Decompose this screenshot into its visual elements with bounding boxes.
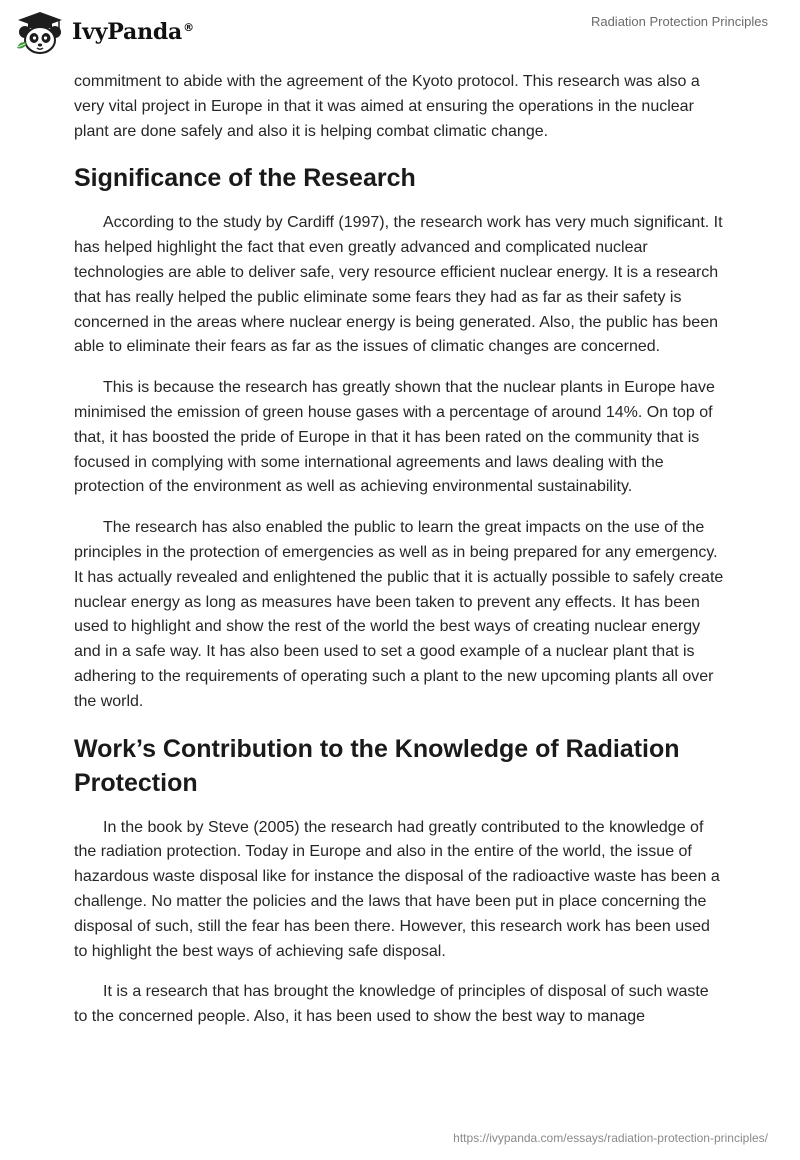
document-title: Radiation Protection Principles — [590, 14, 768, 29]
paragraph: In the book by Steve (2005) the research had greatly contributed to the knowledge of the radiation protection. Today in Europe and also in the entire of the world, the issue of hazardous waste disposal like for instance the disposal of the radioactive waste has been a challenge. No matter the policies and the laws that have been put in place concerning the disposal of such, still the fear has been there. However, this research work has been used to highlight the best ways of achieving safe disposal. — [74, 818, 720, 960]
paragraph: This is because the research has greatly shown that the nuclear plants in Europe have minimised the emission of green house gases with a percentage of around 14%. On top of that, it has boosted the pride of Europe in that it has been rated on the community that is focused in complying with some international agreements and laws dealing with the protection of the environment as well as achieving environmental sustainability. — [74, 379, 715, 496]
paragraph: The research has also enabled the public to learn the great impacts on the use of the principles in the protection of emergencies as well as in being prepared for any emergency. It has actually revealed and enlightened the public that it is actually possible to safely create nuclear energy as long as measures have been taken to prevent any effects. It has been used to highlight and show the rest of the world the best ways of creating nuclear energy and in a safe way. It has also been used to set a good example of a nuclear plant that is adhering to the requirements of operating such a plant to the new upcoming plants all over the world. — [74, 519, 724, 710]
paragraph: It is a research that has brought the knowledge of principles of disposal of such waste to the concerned people. Also, it has been used to show the best way to manage — [74, 983, 709, 1026]
section-heading-contribution: Work’s Contribution to the Knowledge of Radiation Protection — [74, 734, 680, 797]
intro-paragraph: commitment to abide with the agreement of the Kyoto protocol. This research was also a very vital project in Europe in that it was aimed at ensuring the operations in the nuclear plant are done safely and also it is helping combat climatic change. — [74, 73, 700, 140]
logo-text: IvyPanda® — [72, 19, 194, 45]
essay-content — [74, 70, 726, 1046]
ivypanda-logo[interactable] — [14, 10, 194, 56]
paragraph: According to the study by Cardiff (1997), the research work has very much significant. It has helped highlight the fact that even greatly advanced and complicated nuclear technologies are able to deliver safe, very resource efficient nuclear energy. It is a research that has really helped the public eliminate some fears they had as far as their safety is concerned in the areas where nuclear energy is being generated. Also, the public has been able to eliminate their fears as far as the issues of climatic changes are concerned. — [74, 214, 723, 356]
registered-mark: ® — [183, 20, 194, 34]
panda-graduate-icon — [14, 10, 66, 56]
section-heading-significance: Significance of the Research — [74, 164, 416, 193]
page-header — [0, 0, 800, 60]
footer-url-link[interactable]: https://ivypanda.com/essays/radiation-protection-principles/ — [453, 1131, 768, 1145]
